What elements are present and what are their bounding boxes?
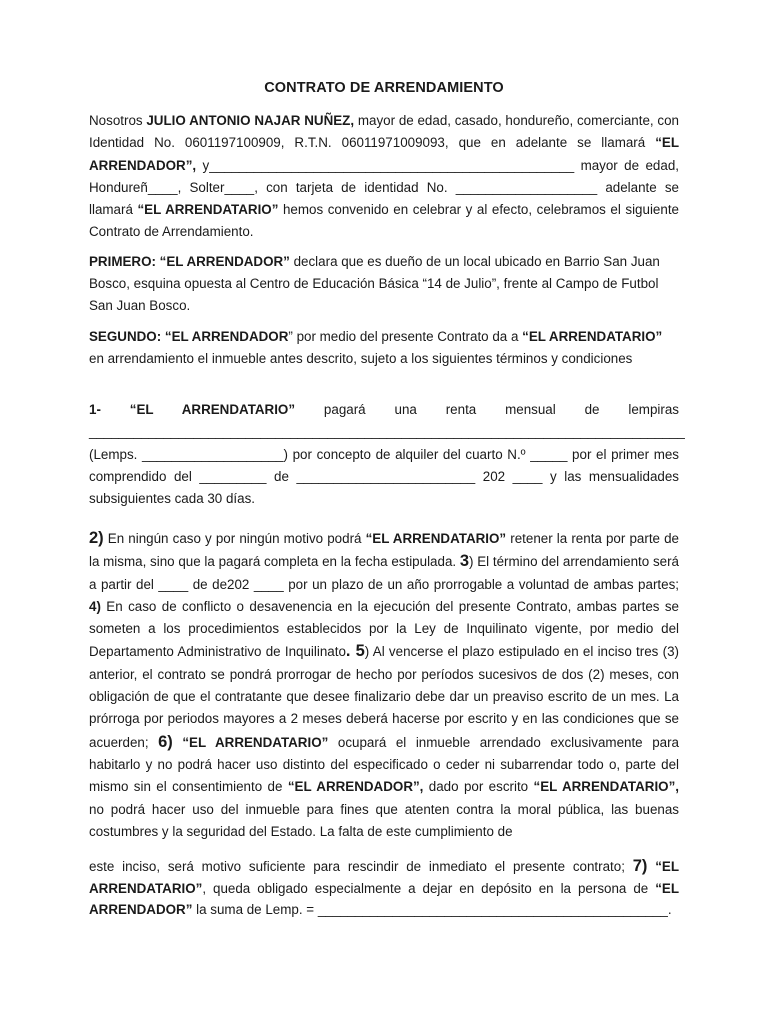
bold-text-run: “EL ARRENDADOR” — [89, 880, 679, 917]
text-run: dado por escrito — [423, 779, 534, 795]
paragraph-clause-7 — [89, 856, 679, 921]
bold-text-run: JULIO ANTONIO NAJAR NUÑEZ, — [146, 113, 355, 128]
text-run: retener la renta por parte de la misma, sino que la pagará completa en la fecha estipulada. — [89, 531, 680, 570]
text-run: Nosotros — [89, 113, 147, 128]
text-run: mayor de edad, casado, hondureño, comerciante, con Identidad No. 0601197100909, R.T.N. 06011971009093, que en adelante se llamará — [89, 113, 679, 151]
text-run: no podrá hacer uso del inmueble para fines que atenten contra la moral pública, las buenas costumbres y la seguridad del Estado. La falta de este cumplimiento de — [89, 801, 679, 839]
bold-text-run: “EL ARRENDATARIO” — [89, 859, 679, 896]
bold-text-run: PRIMERO: “EL ARRENDADOR” — [89, 254, 290, 269]
text-run: declara que es dueño de un local ubicado en Barrio San Juan Bosco, esquina opuesta al Centro de Educación Básica “14 de Julio”, frente al Campo de Futbol San Juan Bosco. — [89, 254, 660, 313]
bold-text-run: “EL ARRENDATARIO” — [172, 734, 329, 750]
text-run: ” por medio del presente Contrato da a — [288, 329, 523, 344]
bold-text-run: 3 — [459, 552, 470, 571]
text-run: hemos convenido en celebrar y al efecto, celebramos el siguiente Contrato de Arrendamiento. — [89, 202, 679, 240]
bold-text-run: . 5 — [345, 642, 365, 661]
bold-text-run: “EL ARRENDADOR”, — [287, 779, 424, 795]
bold-text-run: “EL ARRENDATARIO”, — [533, 779, 679, 795]
document-title: CONTRATO DE ARRENDAMIENTO — [264, 80, 504, 96]
bold-text-run: 6) — [158, 732, 173, 751]
paragraph-segundo — [89, 326, 679, 370]
bold-text-run: 4) — [89, 598, 101, 614]
text-run: ocupará el inmueble arrendado exclusivamente para habitarlo y no podrá hacer uso distinto del especificado o ceder ni subarrendar todo o, parte del mismo sin el consentimiento de — [89, 734, 679, 795]
paragraph-primero — [89, 251, 679, 317]
text-run: en arrendamiento el inmueble antes descrito, sujeto a los siguientes términos y condiciones — [89, 351, 633, 366]
bold-text-run: “EL ARRENDATARIO” — [522, 329, 663, 344]
text-run: la suma de Lemp. = _______________________________________________. — [192, 902, 672, 917]
paragraph-intro — [89, 110, 679, 244]
bold-text-run: 2) — [89, 529, 104, 547]
paragraph-clauses-2-6 — [89, 527, 679, 843]
text-run: pagará una renta mensual de lempiras ________________________________________________________________________________ (Lemps. ___________________) por concepto de alquiler del cuarto N.º _____ por el primer mes comprendido del _________ de ________________________ 202 ____ y las mensualidades subsiguientes cada 30 días. — [89, 402, 685, 507]
text-run: este inciso, será motivo suficiente para rescindir de inmediato el presente contrato; — [89, 859, 633, 874]
text-run: En caso de conflicto o desavenencia en la ejecución del presente Contrato, ambas partes se someten a los procedimientos establecidos por la Ley de Inquilinato vigente, por medio del Departamento Administrativo de Inquilinato — [89, 598, 679, 660]
bold-text-run: “EL ARRENDATARIO” — [137, 202, 279, 218]
text-run: ) Al vencerse el plazo estipulado en el inciso tres (3) anterior, el contrato se pondrá prorrogar de hecho por períodos sucesivos de dos (2) meses, con obligación de que el contratante que desee finalizario debe dar un preaviso escrito de un mes. La prórroga por periodos mayores a 2 meses deberá hacerse por escrito y en las condiciones que se acuerden; — [89, 644, 679, 750]
bold-text-run: “EL ARRENDATARIO” — [365, 531, 507, 546]
bold-text-run: 1- “EL ARRENDATARIO” — [89, 402, 296, 417]
bold-text-run: 7) — [632, 857, 648, 875]
bold-text-run: SEGUNDO: “EL ARRENDADOR — [89, 329, 289, 344]
paragraph-clause-1 — [89, 399, 685, 510]
text-run: y_________________________________________________ mayor de edad, Hondureñ____, Solter____, con tarjeta de identidad No. ___________________ adelante se llamará — [89, 157, 679, 218]
text-run: ) El término del arrendamiento será a partir del ____ de de202 ____ por un plazo de un año prorrogable a voluntad de ambas partes; — [89, 554, 679, 592]
text-run: En ningún caso y por ningún motivo podrá — [103, 531, 366, 546]
text-run: , queda obligado especialmente a dejar en depósito en la persona de — [202, 880, 656, 896]
bold-text-run: “EL ARRENDADOR”, — [89, 135, 679, 173]
